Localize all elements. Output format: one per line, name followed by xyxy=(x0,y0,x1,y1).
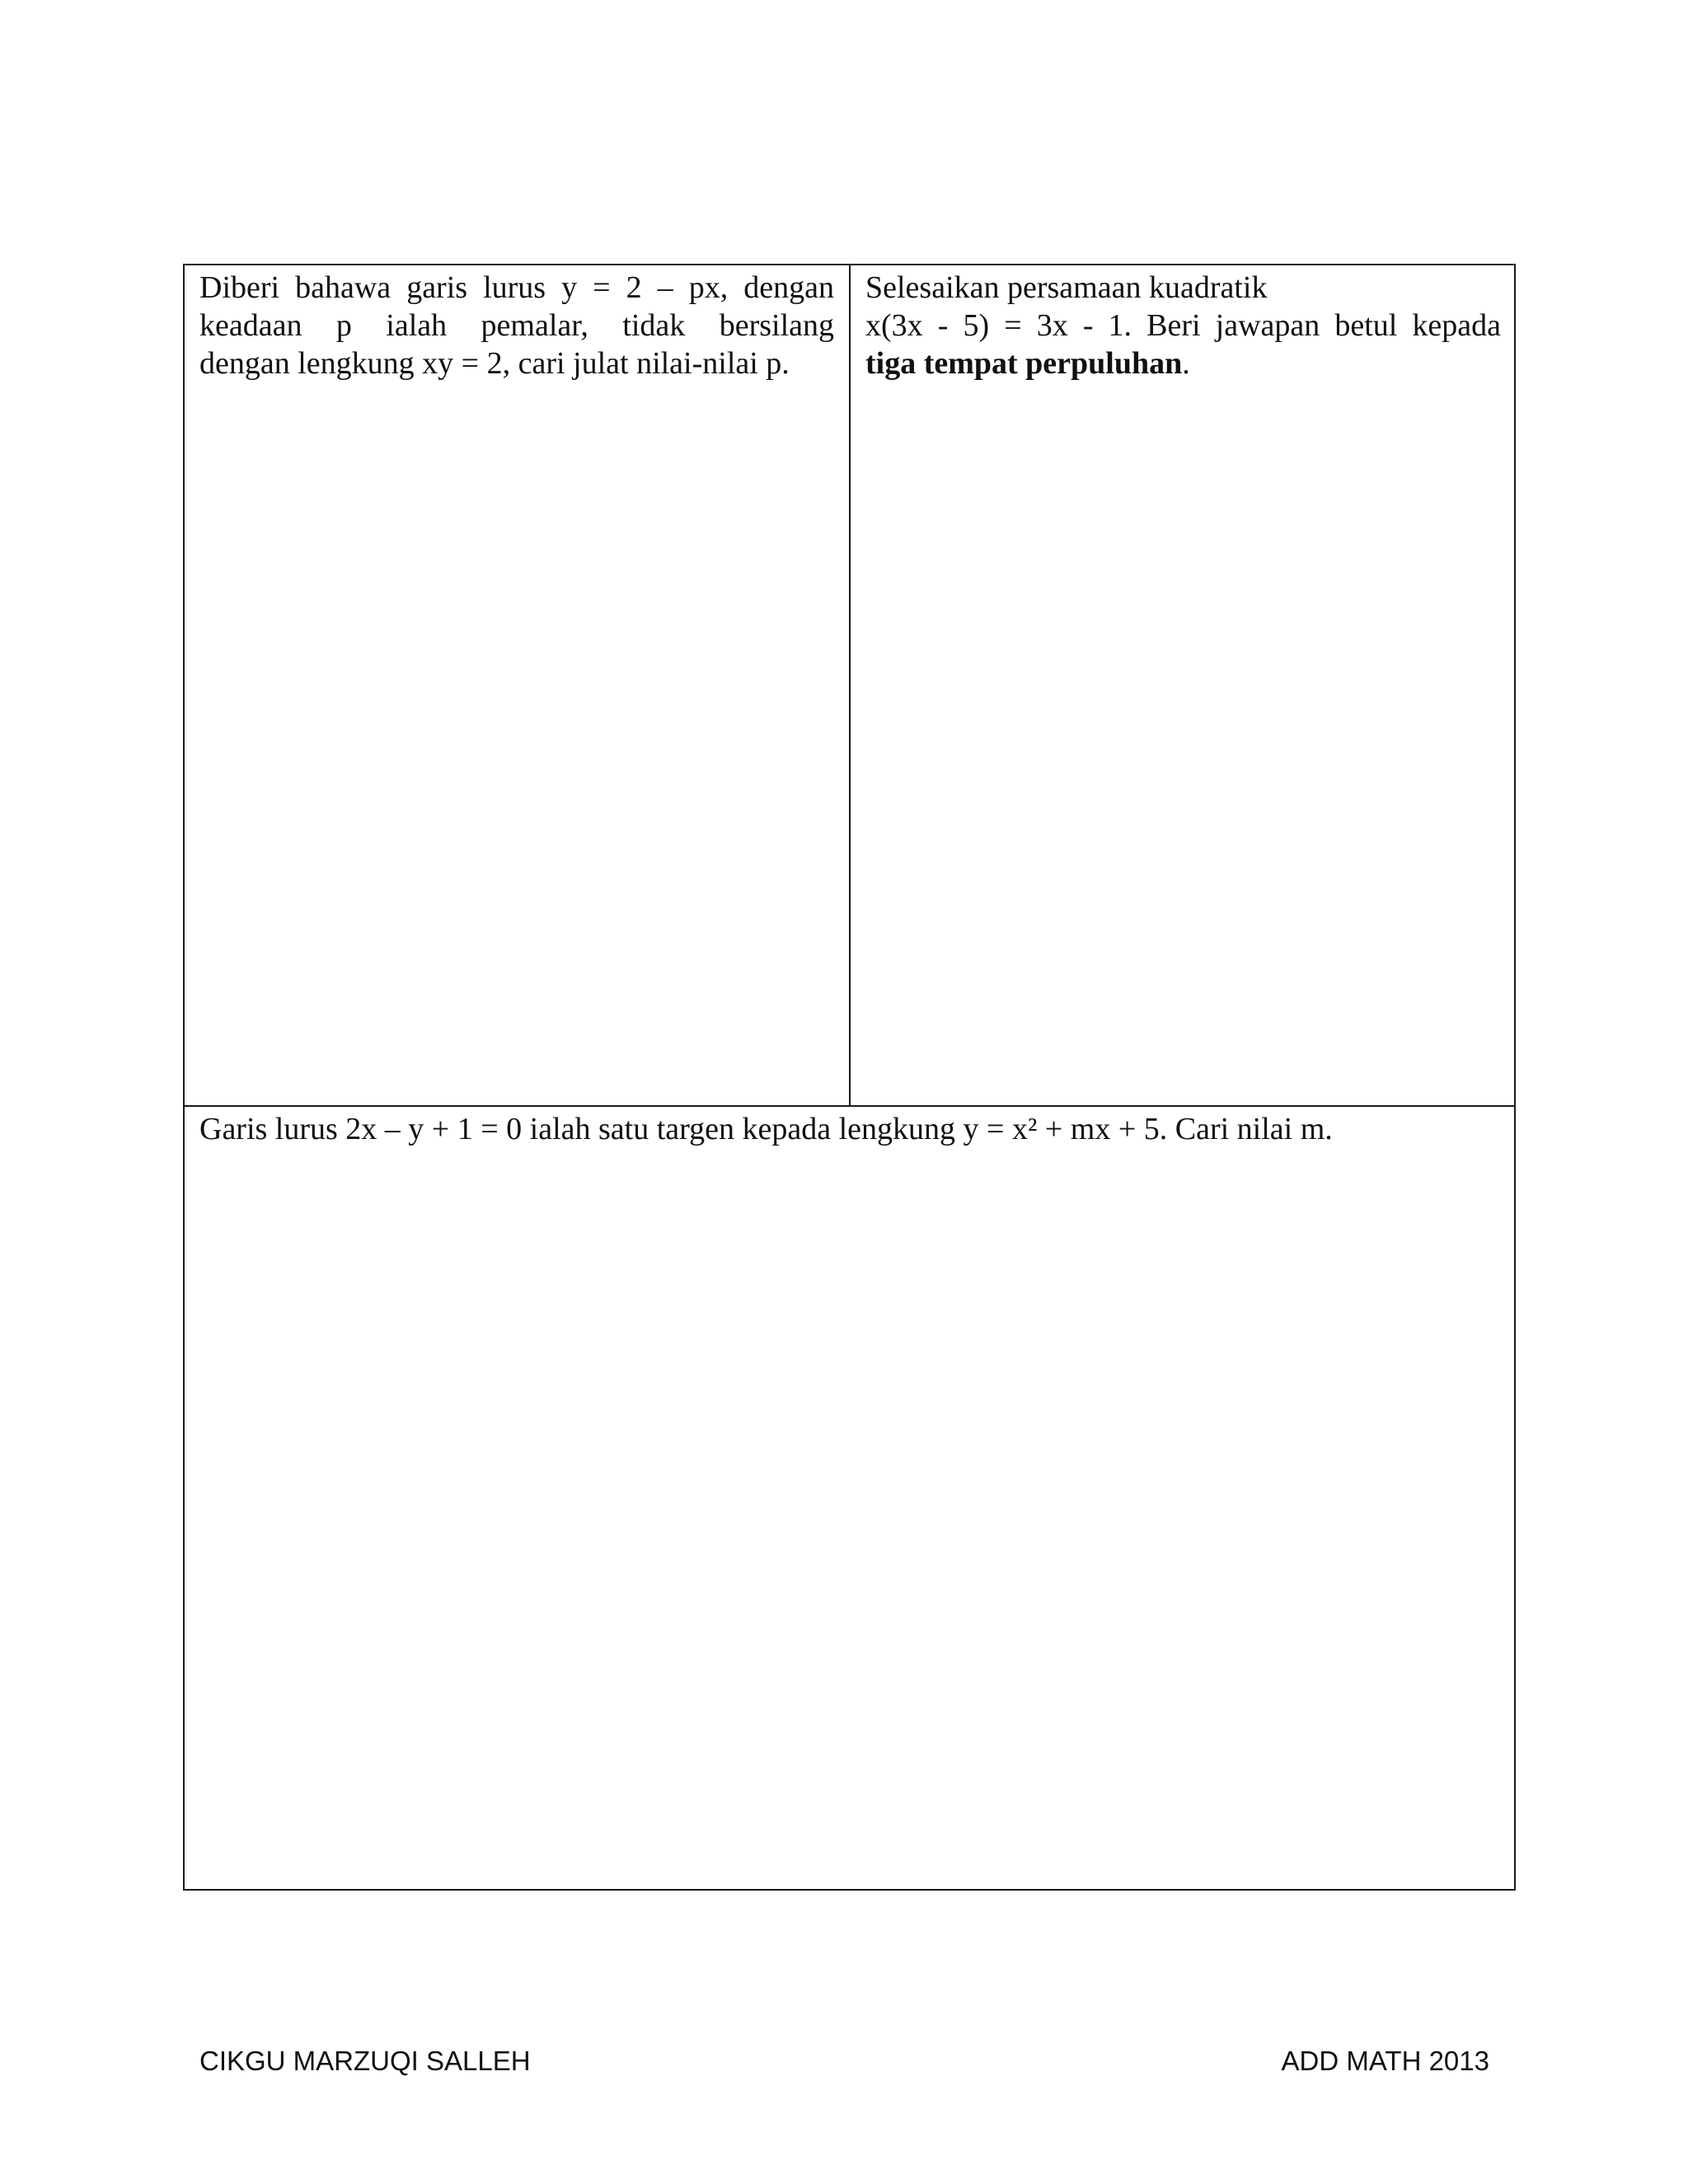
question-2-line-2: x(3x - 5) = 3x - 1. Beri jawapan betul kepada xyxy=(865,308,1501,343)
question-row-top xyxy=(185,265,1514,1107)
question-2-emphasis: tiga tempat perpuluhan xyxy=(865,346,1183,381)
question-1-cell xyxy=(185,265,851,1105)
question-2-cell xyxy=(851,265,1516,1105)
question-3-cell xyxy=(185,1107,1514,1891)
footer-author: CIKGU MARZUQI SALLEH xyxy=(199,2046,531,2076)
question-1-line-3: dengan lengkung xy = 2, cari julat nilai-nilai p. xyxy=(199,346,790,381)
question-2-line-1: Selesaikan persamaan kuadratik xyxy=(865,270,1268,305)
question-3-text: Garis lurus 2x – y + 1 = 0 ialah satu targen kepada lengkung y = x² + mx + 5. Cari nilai m. xyxy=(199,1112,1333,1146)
question-table xyxy=(183,264,1516,1891)
question-2-line-3 xyxy=(865,344,1501,382)
question-2-line-3-end: . xyxy=(1182,346,1190,381)
question-1-line-1: Diberi bahawa garis lurus y = 2 – px, dengan xyxy=(199,270,834,305)
question-1-line-2: keadaan p ialah pemalar, tidak bersilang xyxy=(199,308,834,343)
footer-subject: ADD MATH 2013 xyxy=(1281,2046,1489,2076)
